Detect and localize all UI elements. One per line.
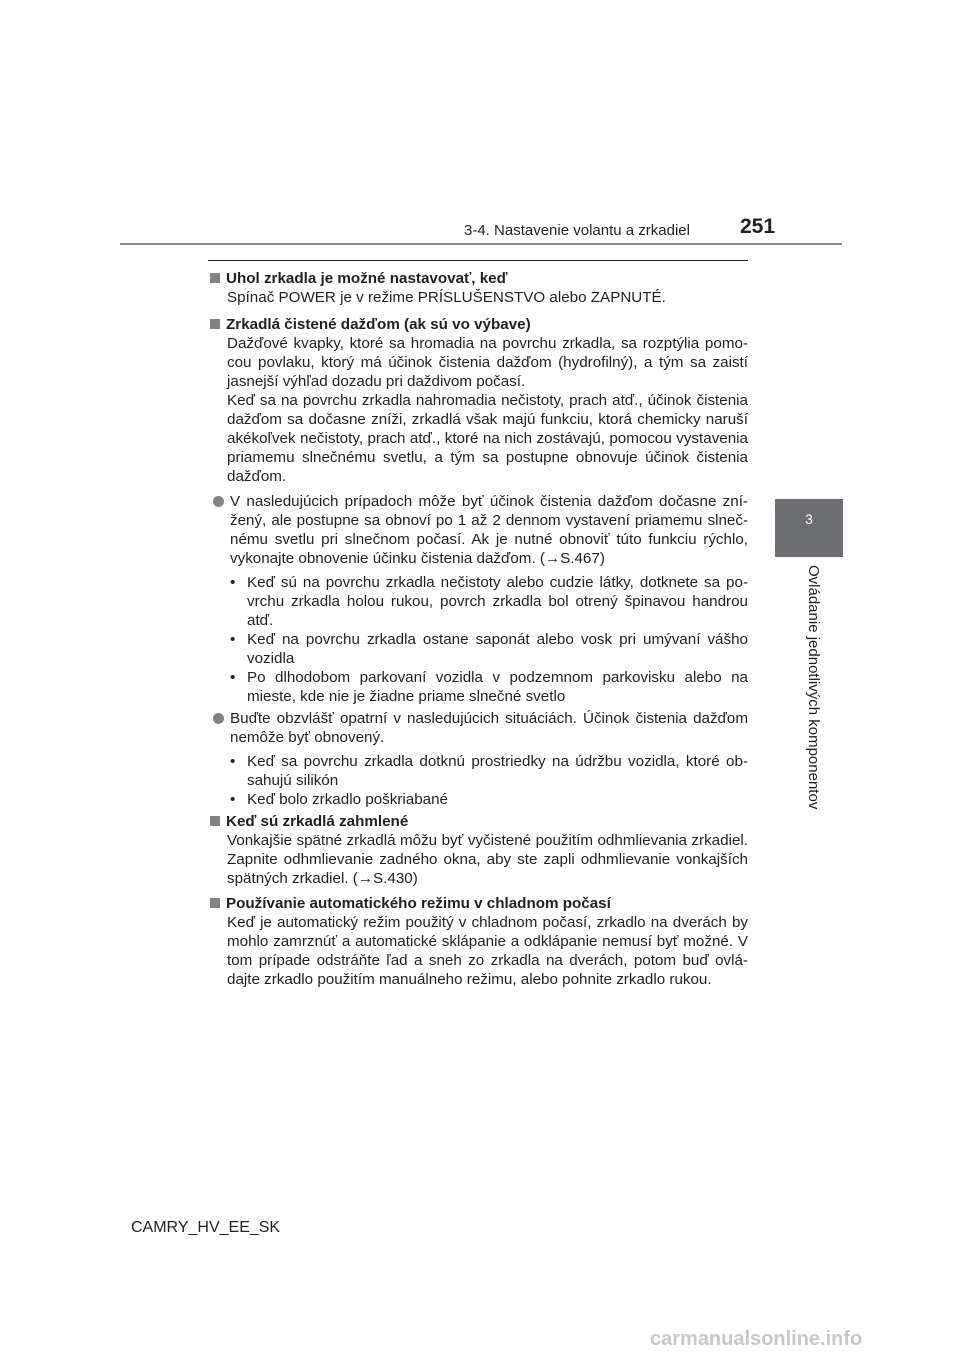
watermark: carmanualsonline.info (650, 1328, 863, 1350)
header-section-title: 3-4. Nastavenie volantu a zrkadiel (464, 222, 690, 239)
section-heading: Keď sú zrkadlá zahmlené (210, 812, 748, 831)
dot-item-text: Buďte obzvlášť opatrní v nasledujúcich situáciách. Účinok čistenia dažďom nemôže byť obnovený. (230, 710, 748, 746)
bullet-char: • (230, 791, 236, 808)
content-top-rule (208, 260, 748, 261)
chapter-number: 3 (805, 511, 813, 527)
section-text: Spínač POWER je v režime PRÍSLUŠENSTVO alebo ZAPNUTÉ. (227, 289, 666, 306)
bullet-char: • (230, 753, 236, 770)
dot-item-text: V nasledujúcich prípadoch môže byť účinok čistenia dažďom dočasne zní-žený, ale postupne sa obnoví po 1 až 2 dennom vystavení priamemu slneč-nému svetlu pri slnečnom počasí. Ak je nutné obnoviť túto funkciu rýchlo, vykonajte obnovenie účinku čistenia dažďom. (→S.467) (230, 493, 748, 567)
chapter-tab (775, 499, 843, 557)
page-number: 251 (740, 215, 776, 238)
section-heading: Používanie automatického režimu v chladnom počasí (210, 894, 748, 913)
bullet-char: • (230, 574, 236, 591)
square-bullet-icon (210, 319, 220, 329)
list-item: • Po dlhodobom parkovaní vozidla v podzemnom parkovisku alebo na mieste, kde nie je žiadne priame slnečné svetlo (227, 668, 748, 706)
list-item: • Keď na povrchu zrkadla ostane saponát alebo vosk pri umývaní vášho vozidla (227, 630, 748, 668)
bullet-char: • (230, 669, 236, 686)
section-heading: Uhol zrkadla je možné nastavovať, keď (210, 269, 748, 288)
section-heading: Zrkadlá čistené dažďom (ak sú vo výbave) (210, 315, 748, 334)
square-bullet-icon (210, 898, 220, 908)
square-bullet-icon (210, 273, 220, 283)
bullet-char: • (230, 631, 236, 648)
circle-bullet-icon (213, 496, 224, 507)
section-text: Vonkajšie spätné zrkadlá môžu byť vyčistené použitím odhmlievania zrkadiel. Zapnite odhmlievanie zadného okna, aby ste zapli odhmlievanie vonkajších spätných zrkadiel. (→S.430) (227, 832, 748, 887)
content (210, 264, 748, 989)
sub-list (227, 752, 748, 809)
footer-code: CAMRY_HV_EE_SK (131, 1219, 281, 1236)
dot-item (227, 492, 748, 568)
square-bullet-icon (210, 816, 220, 826)
list-item: • Keď sú na povrchu zrkadla nečistoty alebo cudzie látky, dotknete sa po-vrchu zrkadla holou rukou, povrch zrkadla bol otrený špinavou handrou atď. (227, 573, 748, 630)
header-rule (120, 243, 842, 245)
list-item: • Keď sa povrchu zrkadla dotknú prostriedky na údržbu vozidla, ktoré ob-sahujú silikón (227, 752, 748, 790)
section-text: Dažďové kvapky, ktoré sa hromadia na povrchu zrkadla, sa rozptýlia pomo-cou povlaku, ktorý má účinok čistenia dažďom (hydrofilný), a tým sa zaistí jasnejší výhľad dozadu pri daždivom počasí. (227, 335, 748, 390)
sub-list (227, 573, 748, 706)
list-item: • Keď bolo zrkadlo poškriabané (227, 790, 748, 809)
section-text: Keď je automatický režim použitý v chladnom počasí, zrkadlo na dverách by mohlo zamrznúť a automatické sklápanie a odklápanie nemusí byť možné. V tom prípade odstráňte ľad a sneh zo zrkadla na dverách, potom buď ovlá-dajte zrkadlo použitím manuálneho režimu, alebo pohnite zrkadlo rukou. (227, 914, 748, 988)
chapter-title: Ovládanie jednotlivých komponentov (805, 565, 822, 810)
section-text: Keď sa na povrchu zrkadla nahromadia nečistoty, prach atď., účinok čistenia dažďom sa dočasne zníži, zrkadlá však majú funkciu, ktorá chemicky naruší akékoľvek nečistoty, prach atď., ktoré na nich zostávajú, pomocou vystavenia priamemu slnečnému svetlu, a tým sa postupne obnovuje účinok čistenia dažďom. (227, 392, 748, 485)
circle-bullet-icon (213, 713, 224, 724)
dot-item (227, 709, 748, 747)
